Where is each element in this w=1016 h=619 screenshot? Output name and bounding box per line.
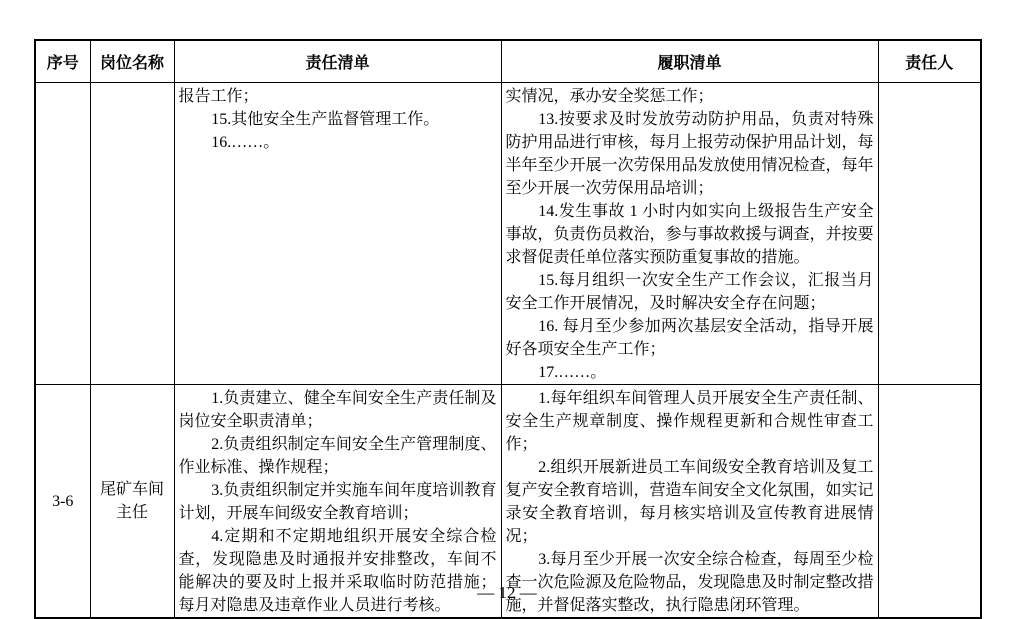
performance-item: 15.每月组织一次安全生产工作会议，汇报当月安全工作开展情况，及时解决安全存在问题； (505, 272, 874, 312)
header-position: 岗位名称 (90, 40, 174, 83)
performance-item: 实情况，承办安全奖惩工作； (505, 88, 714, 105)
responsibility-table (34, 39, 982, 619)
responsible-cell (878, 83, 981, 385)
duty-item: 15.其他安全生产监督管理工作。 (211, 111, 440, 128)
header-performance: 履职清单 (501, 40, 878, 83)
serial-cell: 3-6 (35, 385, 90, 619)
performance-cell (501, 83, 878, 385)
duty-item: 报告工作； (178, 88, 259, 105)
table-header-row (35, 40, 981, 83)
document-page (34, 39, 980, 619)
serial-cell (35, 83, 90, 385)
performance-item: 1.每年组织车间管理人员开展安全生产责任制、安全生产规章制度、操作规程更新和合规性审查工作； (505, 390, 874, 453)
duty-item: 16.……。 (211, 134, 280, 151)
header-serial: 序号 (35, 40, 90, 83)
duty-item: 3.负责组织制定并实施车间年度培训教育计划，开展车间级安全教育培训； (178, 482, 497, 522)
position-cell: 尾矿车间主任 (90, 385, 174, 619)
duty-item: 4.定期和不定期地组织开展安全综合检查，发现隐患及时通报并安排整改，车间不能解决的要及时上报并采取临时防范措施；每月对隐患及违章作业人员进行考核。 (178, 528, 497, 614)
position-cell (90, 83, 174, 385)
duty-item: 1.负责建立、健全车间安全生产责任制及岗位安全职责清单； (178, 390, 497, 430)
performance-item: 16. 每月至少参加两次基层安全活动，指导开展好各项安全生产工作； (505, 318, 874, 358)
page-number: — 12 — (477, 583, 537, 602)
table-row (35, 83, 981, 385)
performance-item: 3.每月至少开展一次安全综合检查，每周至少检查一次危险源及危险物品，发现隐患及时制定整改措施，并督促落实整改，执行隐患闭环管理。 (505, 551, 874, 614)
performance-item: 2.组织开展新进员工车间级安全教育培训及复工复产安全教育培训，营造车间安全文化氛围，如实记录安全教育培训，每月核实培训及宣传教育进展情况； (505, 459, 874, 545)
performance-item: 13.按要求及时发放劳动防护用品，负责对特殊防护用品进行审核，每月上报劳动保护用品计划，每半年至少开展一次劳保用品发放使用情况检查，每年至少开展一次劳保用品培训； (505, 111, 874, 197)
header-responsible: 责任人 (878, 40, 981, 83)
duty-item: 2.负责组织制定车间安全生产管理制度、作业标准、操作规程； (178, 436, 497, 476)
duties-cell (174, 83, 501, 385)
performance-item: 17.……。 (538, 364, 607, 381)
header-duties: 责任清单 (174, 40, 501, 83)
performance-item: 14.发生事故 1 小时内如实向上级报告生产安全事故，负责伤员救治，参与事故救援与调查，并按要求督促责任单位落实预防重复事故的措施。 (505, 203, 874, 266)
